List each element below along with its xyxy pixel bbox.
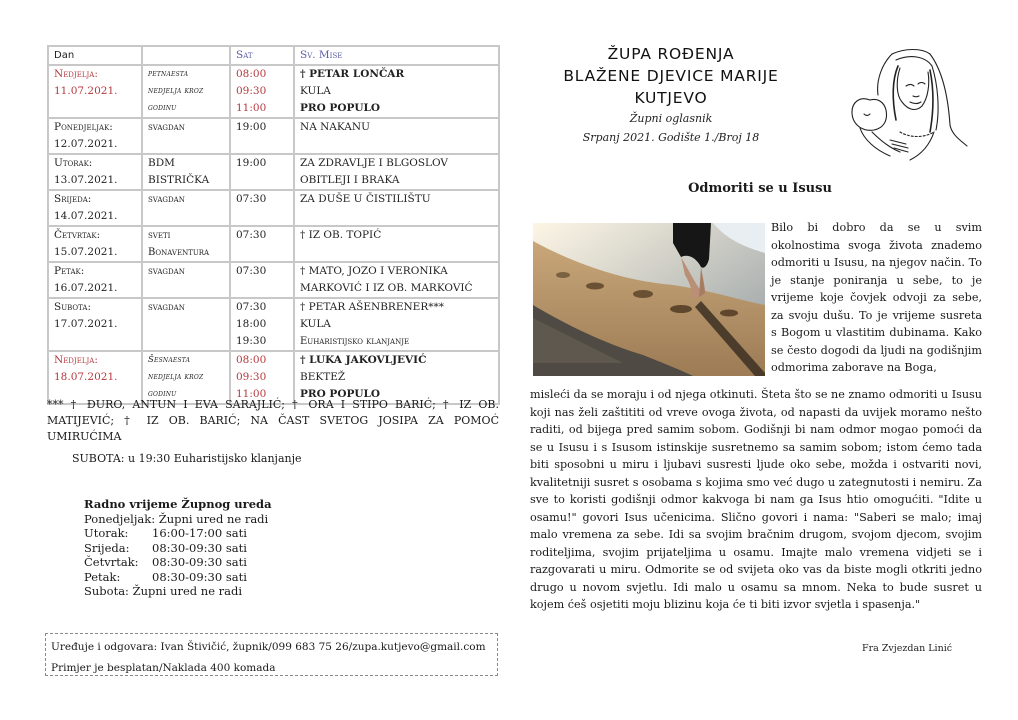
occasion-text: nedjelja kroz [148,86,204,96]
header-day: Dan [54,50,75,61]
article-title: Odmoriti se u Isusu [688,181,832,196]
day-date: 15.07.2021. [54,246,118,258]
editor-contact: Uređuje i odgovara: Ivan Štivičić, župnik/099 683 75 26/zupa.kutjevo@gmail.com [51,641,486,653]
mass-time: 07:30 [236,301,267,313]
occasion-text: BDM [148,157,175,169]
mass-time: 07:30 [236,193,267,205]
occasion-text: godinu [148,389,177,399]
occasion-text: petnaesta [148,69,189,79]
day-date: 11.07.2021. [54,85,118,97]
day-name: Subota: [54,301,91,313]
mass-intention: Euharistijsko klanjanje [300,336,410,347]
article-intro-paragraph: Bilo bi dobro da se u svim okolnostima svoga života znademo odmoriti u Isusu, na njegov način. To je stanje poniranja u sebe, to je vrijeme koje čovjek odvoji za sebe, za svoju dušu. To je vrijeme susreta s Bogom u vlastitim dubinama. Kako se često dogodi da ljudi na godišnjim odmorima zaborave na Boga, [771,221,982,374]
parish-name-line3: KUTJEVO [634,89,708,107]
mass-time: 08:00 [236,68,267,80]
mass-intention: OBITLEJI I BRAKA [300,174,400,186]
day-name: Utorak: [54,157,93,169]
mass-intention: PRO POPULO [300,388,381,400]
day-name: Srijeda: [54,193,92,205]
mass-intention: KULA [300,318,331,330]
occasion-text: svagdan [148,122,185,133]
mass-schedule-table [47,45,500,405]
contact-box [45,633,498,676]
occasion-text: svagdan [148,194,185,205]
mass-intention: MARKOVIĆ I IZ OB. MARKOVIĆ [300,282,473,294]
office-hours-row: Petak: 08:30-09:30 sati [84,569,247,584]
parish-name-line1: ŽUPA ROĐENJA [607,45,735,63]
mass-intention: NA NAKANU [300,121,370,133]
office-hours-saturday: Subota: Župni ured ne radi [84,584,243,598]
mass-time: 09:30 [236,371,267,383]
mass-time: 09:30 [236,85,267,97]
occasion-text: Šesnaesta [148,355,191,365]
day-date: 12.07.2021. [54,138,118,150]
article-author: Fra Zvjezdan Linić [862,643,953,654]
header-time: Sat [236,49,253,61]
parish-name-line2: BLAŽENE DJEVICE MARIJE [563,67,779,85]
mass-intention: † LUKA JAKOVLJEVIĆ [300,354,427,366]
schedule-row [48,226,499,262]
day-date: 16.07.2021. [54,282,118,294]
day-name: Nedjelja: [54,68,98,80]
mass-time: 08:00 [236,354,267,366]
day-date: 17.07.2021. [54,318,118,330]
day-date: 14.07.2021. [54,210,118,222]
edition-info: Primjer je besplatan/Naklada 400 komada [51,662,276,674]
occasion-text: godinu [148,103,177,113]
day-name: Četvrtak: [54,229,101,241]
mass-intention: BEKTEŽ [300,371,346,383]
mass-time: 19:00 [236,157,267,169]
schedule-row [48,190,499,226]
issue-info: Srpanj 2021. Godište 1./Broj 18 [582,131,760,144]
mass-intention: ZA DUŠE U ČISTILIŠTU [300,193,431,205]
office-hours [84,497,272,599]
occasion-text: svagdan [148,302,185,313]
day-date: 13.07.2021. [54,174,118,186]
table-header-row [48,46,499,65]
office-hours-row: Četvrtak: 08:30-09:30 sati [84,555,247,569]
mass-intention: † PETAR AŠENBRENER*** [300,301,444,313]
office-hours-title: Radno vrijeme Župnog ureda [84,497,272,511]
mass-intention: † MATO, JOZO I VERONIKA [300,265,448,277]
article-text-column [771,219,982,377]
mass-intention: ZA ZDRAVLJE I BLGOSLOV [300,157,449,169]
office-hours-monday: Ponedjeljak: Župni ured ne radi [84,511,269,526]
office-hours-row: Utorak: 16:00-17:00 sati [84,526,247,540]
mass-time: 07:30 [236,229,267,241]
mass-intention: † PETAR LONČAR [300,68,405,80]
header-masses: Sv. Mise [300,49,343,61]
occasion-text: sveti [148,230,171,241]
madonna-child-illustration-icon [830,40,990,170]
article-main-paragraph: misleći da se moraju i od njega otkinuti. Šteta što se ne znamo odmoriti u Isusu koji nas želi zaštititi od vreve ovoga života, od napasti da uvijek moramo nešto raditi, od bijega pred samim sobom. Godišnji bi nam odmor mogao pomoći da se u Isusu i s Isusom istinskije susretnemo sa samim sobom; istom ćemo tada biti sposobni u miru i ljubavi susresti ljude oko sebe, možda i ostvariti novi, kvalitetniji susret s osobama s kojima smo već dugo u zategnutosti i nemiru. Za sve to koristi godišnji odmor kakvoga bi nam ga Isus htio omogućiti. "Idite u osamu!" govori Isus učenicima. Slično govori i nama: "Saberi se malo; imaj malo vremena za sebe. Idi sa svojim bračnim drugom, svojom djecom, svojim roditeljima, svojim prijateljima u osamu. Imajte malo vremena vidjeti se i razgovarati u miru. Odmorite se od svijeta oko vas da biste mogli otkriti jedno drugo u novom svjetlu. Idi malo u osamu sa mnom. Neka to bude susret u kojem ćeš osjetiti moju blizinu koja će ti biti izvor svjetla i spasenja." [530,388,982,611]
schedule-row [48,298,499,351]
schedule-row [48,262,499,298]
masthead [546,43,796,147]
day-name: Petak: [54,265,85,277]
bulletin-subtitle: Župni oglasnik [629,112,713,125]
saturday-adoration-note: SUBOTA: u 19:30 Euharistijsko klanjanje [72,452,302,465]
occasion-text: svagdan [148,266,185,277]
mass-intention: KULA [300,85,331,97]
mass-time: 19:00 [236,121,267,133]
occasion-text: nedjelja kroz [148,372,204,382]
mass-time: 11:00 [236,388,267,400]
mass-intention: † IZ OB. TOPIĆ [300,229,382,241]
article-text-body [530,386,982,614]
footnote-intentions: *** † ĐURO, ANTUN I EVA SARAJLIĆ; † ORA I STIPO BARIĆ; † IZ OB. MATIJEVIĆ; † IZ OB. BARIĆ; NA ČAST SVETOG JOSIPA ZA POMOĆ UMIRUĆIMA [47,398,499,443]
occasion-text: BISTRIČKA [148,174,210,186]
day-name: Ponedjeljak: [54,121,113,133]
mass-time: 07:30 [236,265,267,277]
day-name: Nedjelja: [54,354,98,366]
beach-footprints-photo [533,223,765,376]
office-hours-row: Srijeda: 08:30-09:30 sati [84,540,247,555]
occasion-text: Bonaventura [148,247,210,258]
mass-time: 19:30 [236,335,267,347]
schedule-row [48,118,499,154]
schedule-row [48,154,499,190]
day-date: 18.07.2021. [54,371,118,383]
mass-intention: PRO POPULO [300,102,381,114]
schedule-row [48,65,499,118]
mass-time: 18:00 [236,318,267,330]
mass-time: 11:00 [236,102,267,114]
